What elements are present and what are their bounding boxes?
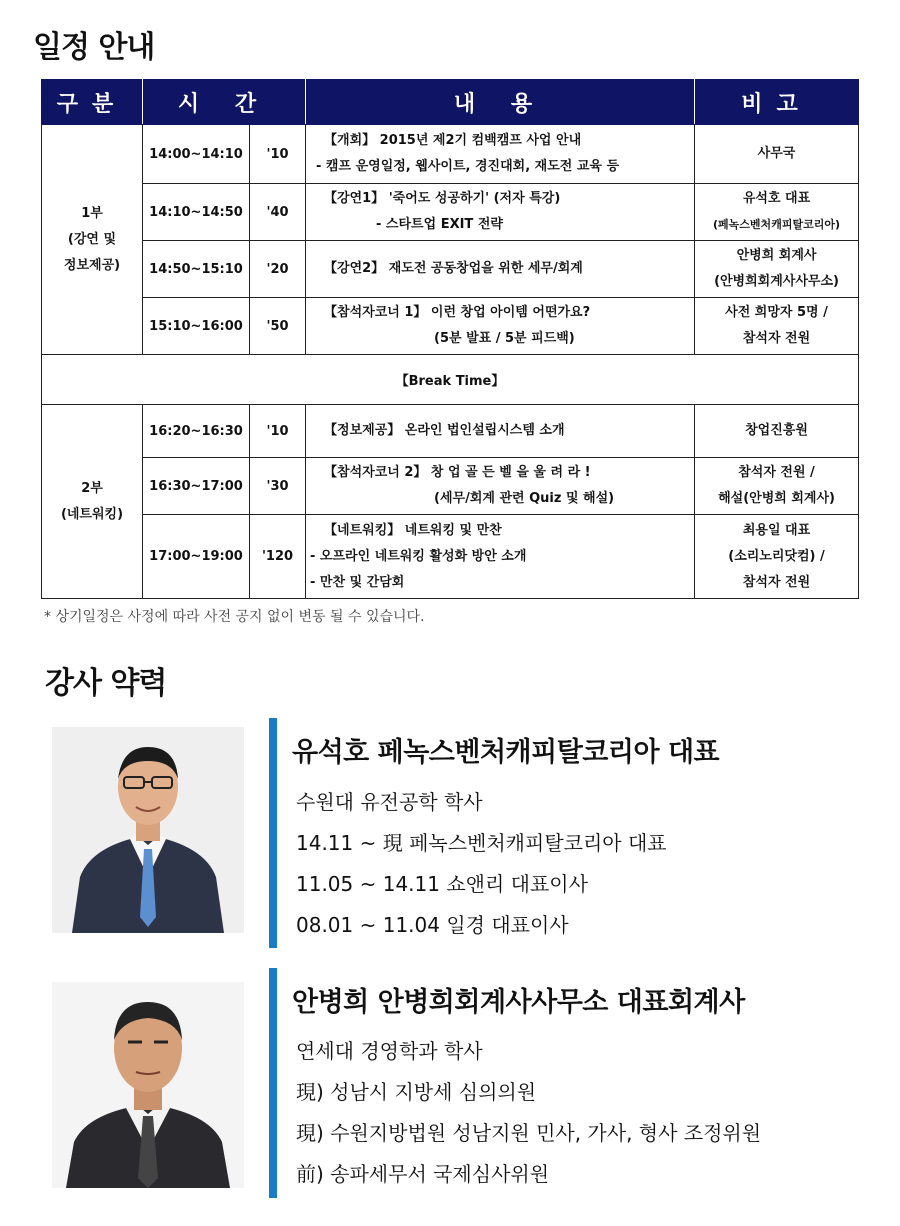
speakers-section-title: 강사 약력 [45, 666, 167, 701]
list-item: 연세대 경영학과 학사 [296, 1039, 483, 1063]
table-row [42, 298, 859, 355]
list-item: 11.05 ~ 14.11 쇼앤리 대표이사 [296, 872, 588, 896]
row-note: 참석자 전원 / 해설(안병희 회계사) [695, 458, 859, 515]
row-duration: '10 [250, 125, 306, 184]
speaker1-accent-bar [269, 718, 277, 948]
part2-label: 2부 (네트워킹) [42, 405, 143, 599]
row-note: 사무국 [695, 125, 859, 184]
row-note: 안병희 회계사 (안병희회계사사무소) [695, 241, 859, 298]
header-content: 내 용 [306, 80, 695, 125]
row-duration: '40 [250, 184, 306, 241]
header-division: 구분 [42, 80, 143, 125]
table-row [42, 184, 859, 241]
list-item: 수원대 유전공학 학사 [296, 790, 483, 814]
speaker2-portrait-icon [52, 982, 244, 1188]
row-duration: '120 [250, 515, 306, 599]
row-content: 【정보제공】 온라인 법인설립시스템 소개 [306, 405, 695, 458]
speaker1-career-list [296, 782, 667, 946]
list-item: 前) 송파세무서 국제심사위원 [296, 1162, 550, 1186]
schedule-footnote: * 상기일정은 사정에 따라 사전 공지 없이 변동 될 수 있습니다. [44, 609, 425, 625]
table-header-row [42, 80, 859, 125]
row-time: 15:10~16:00 [143, 298, 250, 355]
break-row [42, 355, 859, 405]
row-note: 최용일 대표 (소리노리닷컴) / 참석자 전원 [695, 515, 859, 599]
row-time: 17:00~19:00 [143, 515, 250, 599]
table-row [42, 405, 859, 458]
row-time: 16:30~17:00 [143, 458, 250, 515]
table-row [42, 125, 859, 184]
row-content: 【개회】 2015년 제2기 컴백캠프 사업 안내 - 캠프 운영일정, 웹사이트, 경진대회, 재도전 교육 등 [306, 125, 695, 184]
row-duration: '10 [250, 405, 306, 458]
row-note: 창업진흥원 [695, 405, 859, 458]
header-time: 시 간 [143, 80, 306, 125]
row-duration: '50 [250, 298, 306, 355]
row-content: 【강연1】 '죽어도 성공하기' (저자 특강) - 스타트업 EXIT 전략 [306, 184, 695, 241]
row-time: 16:20~16:30 [143, 405, 250, 458]
row-time: 14:50~15:10 [143, 241, 250, 298]
speaker2-name: 안병희 안병희회계사사무소 대표회계사 [292, 987, 745, 1018]
table-row [42, 515, 859, 599]
row-content: 【참석자코너 2】 창 업 골 든 벨 을 울 려 라 ! (세무/회계 관련 Quiz 및 해설) [306, 458, 695, 515]
row-note: 유석호 대표 (페녹스벤처캐피탈코리아) [695, 184, 859, 241]
row-time: 14:10~14:50 [143, 184, 250, 241]
list-item: 現) 수원지방법원 성남지원 민사, 가사, 형사 조정위원 [296, 1121, 762, 1145]
schedule-table [41, 79, 859, 599]
speaker2-photo [52, 982, 244, 1188]
row-duration: '20 [250, 241, 306, 298]
row-duration: '30 [250, 458, 306, 515]
row-note: 사전 희망자 5명 / 참석자 전원 [695, 298, 859, 355]
speaker1-name: 유석호 페녹스벤처캐피탈코리아 대표 [292, 737, 720, 768]
list-item: 08.01 ~ 11.04 일경 대표이사 [296, 913, 569, 937]
table-row [42, 458, 859, 515]
row-content: 【네트워킹】 네트워킹 및 만찬 - 오프라인 네트워킹 활성화 방안 소개 - 만찬 및 간담회 [306, 515, 695, 599]
speaker1-photo [52, 727, 244, 933]
row-content: 【참석자코너 1】 이런 창업 아이템 어떤가요? (5분 발표 / 5분 피드백) [306, 298, 695, 355]
break-time-label: 【Break Time】 [42, 355, 859, 405]
header-note: 비고 [695, 80, 859, 125]
speaker2-accent-bar [269, 968, 277, 1198]
table-row [42, 241, 859, 298]
list-item: 14.11 ~ 現 페녹스벤처캐피탈코리아 대표 [296, 831, 667, 855]
speaker1-portrait-icon [52, 727, 244, 933]
part1-label: 1부 (강연 및 정보제공) [42, 125, 143, 355]
row-time: 14:00~14:10 [143, 125, 250, 184]
row-content: 【강연2】 재도전 공동창업을 위한 세무/회계 [306, 241, 695, 298]
schedule-section-title: 일정 안내 [33, 30, 155, 65]
speaker2-career-list [296, 1031, 761, 1195]
list-item: 現) 성남시 지방세 심의의원 [296, 1080, 537, 1104]
